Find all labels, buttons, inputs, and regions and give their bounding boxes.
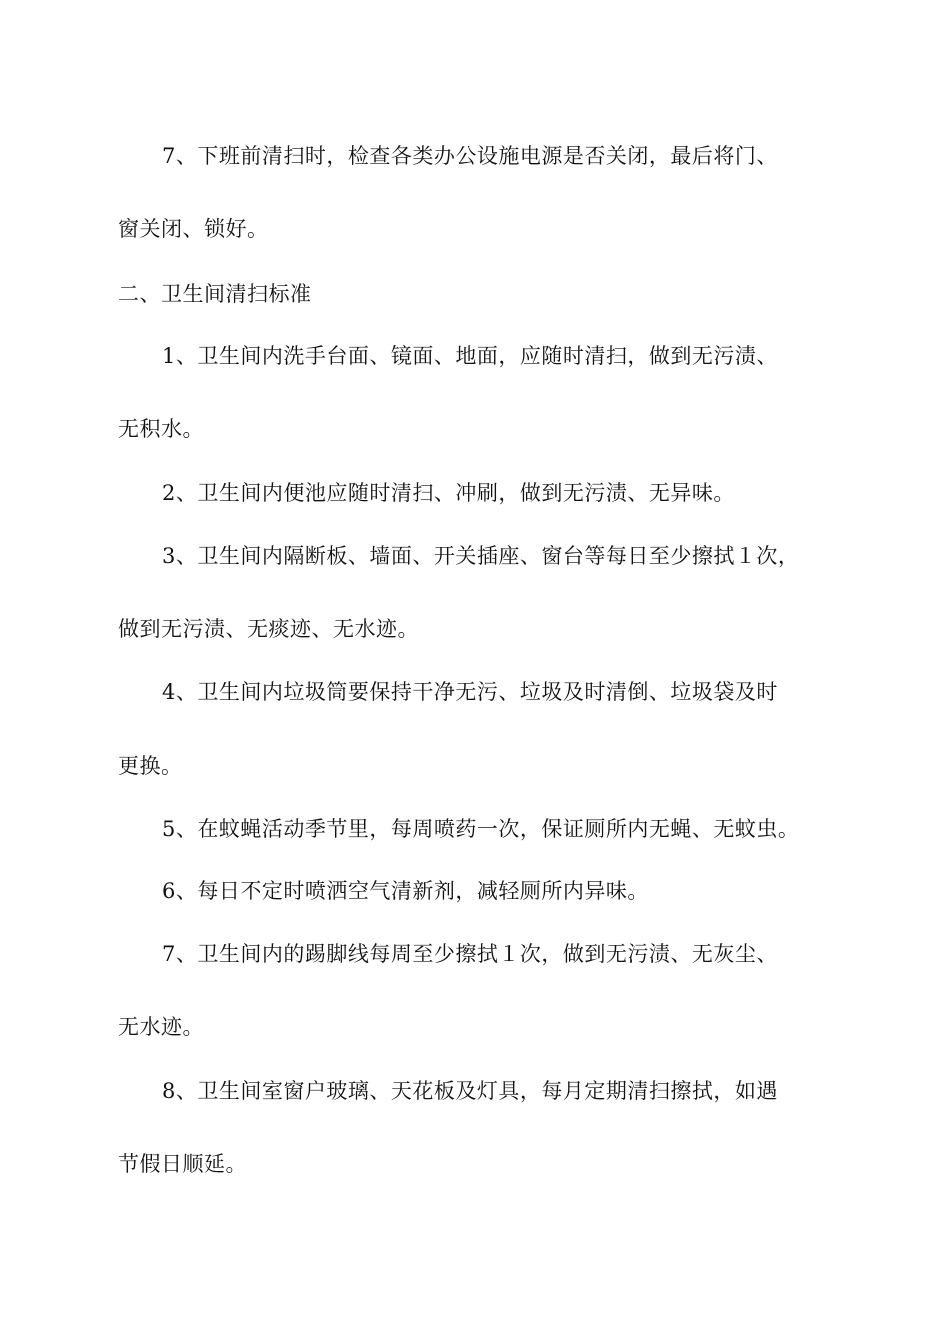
section-heading: 二、卫生间清扫标准 <box>118 282 312 306</box>
paragraph-line: 更换。 <box>118 754 183 778</box>
paragraph-line: 窗关闭、锁好。 <box>118 217 269 241</box>
paragraph-line: 6、每日不定时喷洒空气清新剂，减轻厕所内异味。 <box>162 879 649 903</box>
paragraph-line: 无水迹。 <box>118 1015 204 1039</box>
paragraph-line: 2、卫生间内便池应随时清扫、冲刷，做到无污渍、无异味。 <box>162 481 735 505</box>
paragraph-line: 8、卫生间室窗户玻璃、天花板及灯具，每月定期清扫擦拭，如遇 <box>162 1079 778 1103</box>
paragraph-line: 4、卫生间内垃圾筒要保持干净无污、垃圾及时清倒、垃圾袋及时 <box>162 680 778 704</box>
paragraph-line: 无积水。 <box>118 417 204 441</box>
paragraph-line: 节假日顺延。 <box>118 1152 247 1176</box>
paragraph-line: 7、卫生间内的踢脚线每周至少擦拭１次，做到无污渍、无灰尘、 <box>162 942 778 966</box>
paragraph-line: 5、在蚊蝇活动季节里，每周喷药一次，保证厕所内无蝇、无蚊虫。 <box>162 817 800 841</box>
paragraph-line: 3、卫生间内隔断板、墙面、开关插座、窗台等每日至少擦拭１次， <box>162 544 800 568</box>
paragraph-line: 7、下班前清扫时，检查各类办公设施电源是否关闭，最后将门、 <box>162 144 778 168</box>
paragraph-line: 做到无污渍、无痰迹、无水迹。 <box>118 617 419 641</box>
paragraph-line: 1、卫生间内洗手台面、镜面、地面，应随时清扫，做到无污渍、 <box>162 344 778 368</box>
